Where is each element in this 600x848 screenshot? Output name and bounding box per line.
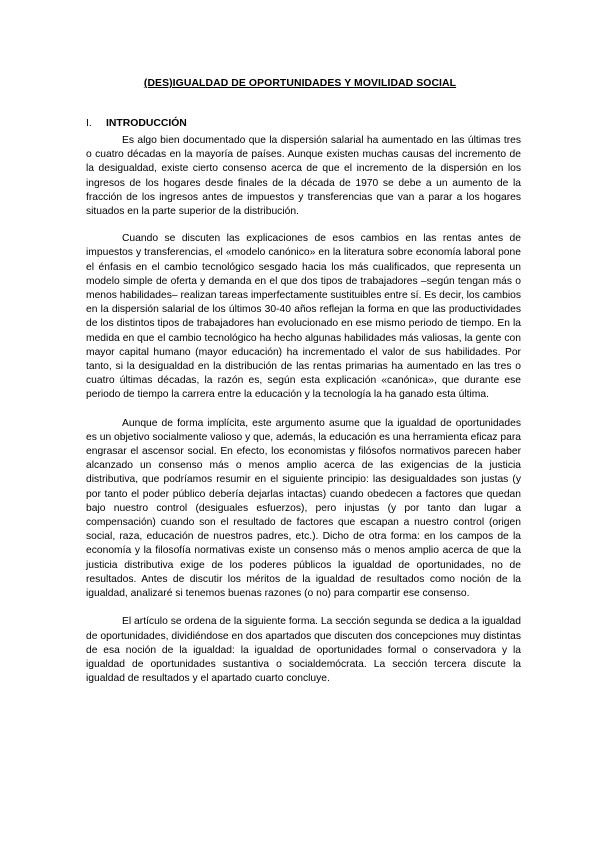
paragraph-3: Aunque de forma implícita, este argumento asume que la igualdad de oportunidades es un objetivo socialmente valioso y que, además, la educación es una herramienta eficaz para engrasar el ascensor social. En efecto, los economistas y filósofos normativos parecen haber alcanzado un consenso más o menos amplio acerca de las exigencias de la justicia distributiva, que podríamos resumir en el siguiente principio: las desigualdades son justas (y por tanto el poder público debería dejarlas intactas) cuando obedecen a factores que quedan bajo nuestro control (desiguales esfuerzos), pero injustas (y por tanto dan lugar a compensación) cuando son el resultado de factores que escapan a nuestro control (origen social, raza, educación de nuestros padres, etc.). Dicho de otra forma: en los campos de la economía y la filosofía normativas existe un consenso más o menos amplio acerca de que la justicia distributiva exige de los poderes públicos la igualdad de oportunidades, no de resultados. Antes de discutir los méritos de la igualdad de resultados como noción de la igualdad, analizaré si tenemos buenas razones (o no) para compartir ese consenso. [86, 417, 522, 600]
section-title: INTRODUCCIÓN [106, 118, 187, 129]
paragraph-4: El artículo se ordena de la siguiente forma. La sección segunda se dedica a la igualdad de oportunidades, dividiéndose en dos apartados que discuten dos concepciones muy distintas de esa noción de la igualdad: la igualdad de oportunidades formal o conservadora y la igualdad de oportunidades sustantiva o socialdemócrata. La sección tercera discute la igualdad de resultados y el apartado cuarto concluye. [86, 616, 521, 685]
paragraph-2: Cuando se discuten las explicaciones de esos cambios en las rentas antes de impuestos y transferencias, el «modelo canónico» en la literatura sobre economía laboral pone el énfasis en el cambio tecnológico sesgado hacia los más cualificados, que representa un modelo simple de oferta y demanda en el que dos tipos de trabajadores –según tengan más o menos habilidades– realizan tareas imperfectamente sustituibles entre sí. Es decir, los cambios en la dispersión salarial de los últimos 30-40 años reflejan la forma en que las productividades de los distintos tipos de trabajadores han evolucionado en ese mismo periodo de tiempo. En la medida en que el cambio tecnológico ha hecho algunas habilidades más valiosas, la gente con mayor capital humano (mayor educación) ha incrementado el valor de sus habilidades. Por tanto, si la desigualdad en la distribución de las rentas primarias ha aumentado en las tres o cuatro últimas décadas, la razón es, según esta explicación «canónica», que durante ese periodo de tiempo la carrera entre la educación y la tecnología la ha ganado esta última. [86, 233, 521, 401]
section-heading [86, 118, 187, 129]
section-number: I. [86, 118, 92, 129]
document-title: (DES)IGUALDAD DE OPORTUNIDADES Y MOVILIDAD SOCIAL [143, 78, 457, 89]
document-body [86, 134, 521, 700]
paragraph-1: Es algo bien documentado que la dispersión salarial ha aumentado en las últimas tres o cuatro décadas en la mayoría de países. Aunque existen muchas causas del incremento de la desigualdad, existe cierto consenso acerca de que el incremento de la dispersión en los ingresos de los hogares desde finales de la década de 1970 se debe a un aumento de la fracción de los ingresos antes de impuestos y transferencias que van a parar a los hogares situados en la parte superior de la distribución. [86, 135, 521, 218]
